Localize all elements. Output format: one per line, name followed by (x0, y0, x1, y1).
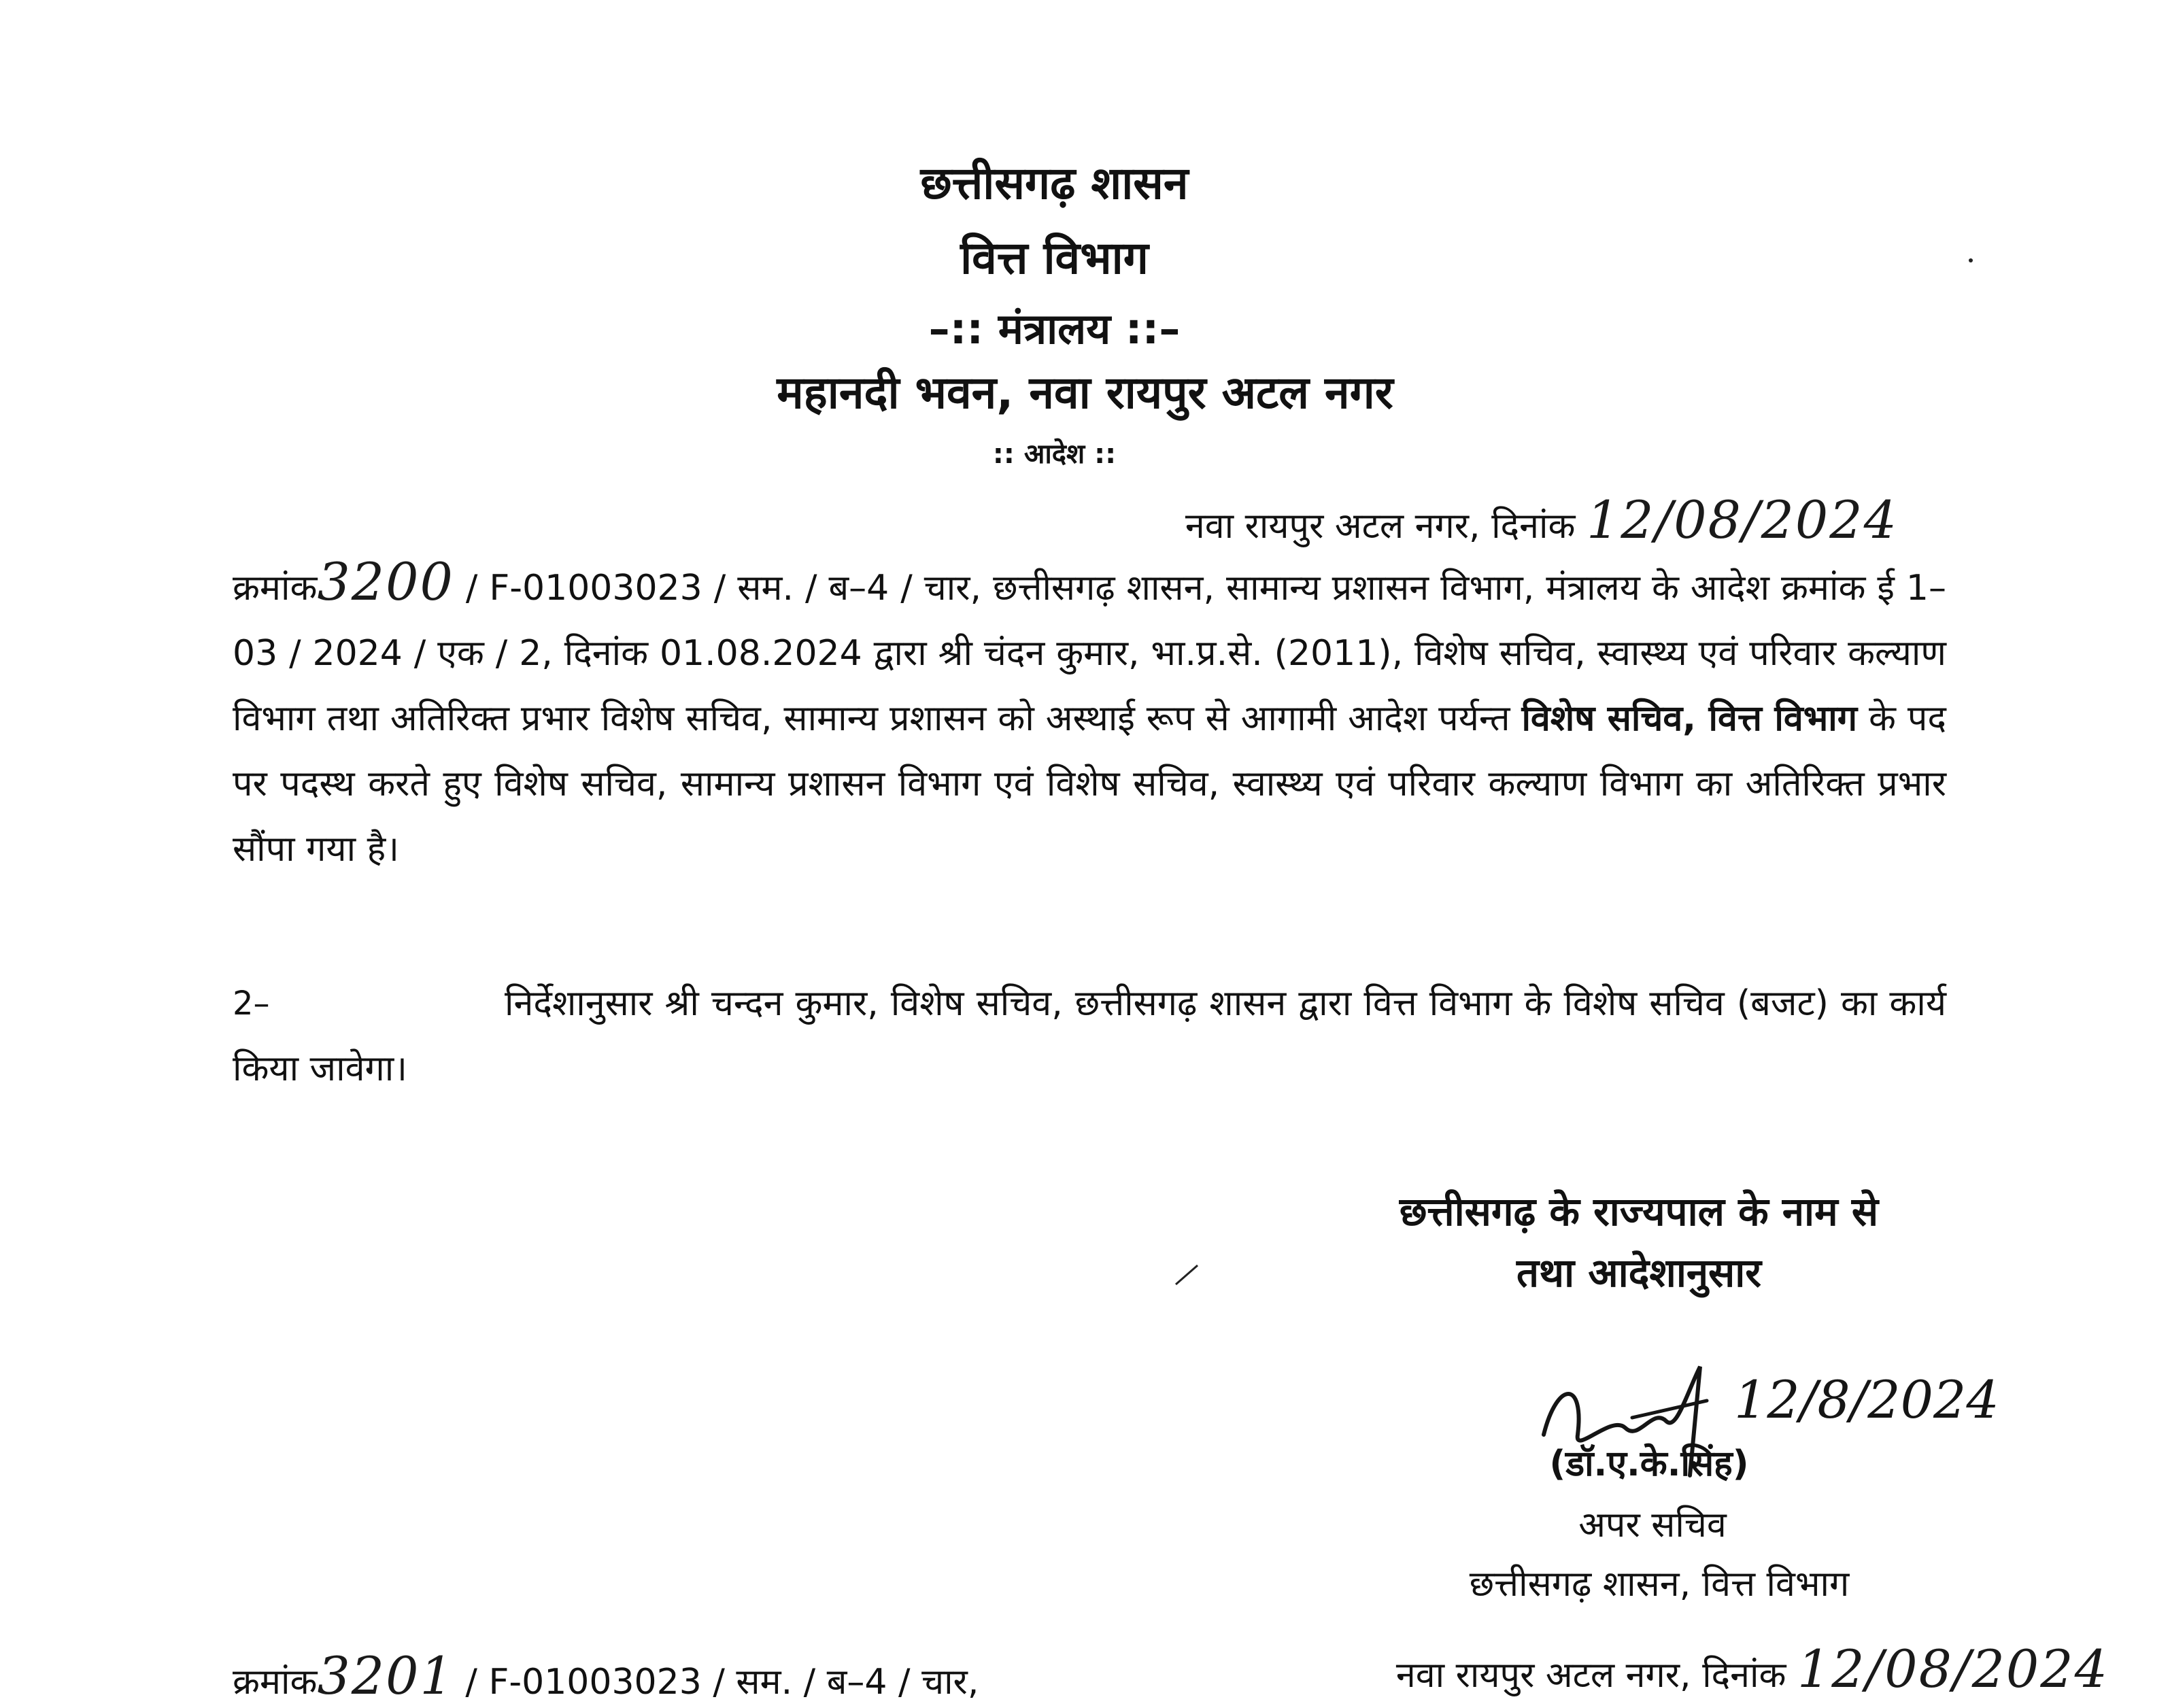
order-ref-prefix: क्रमांक (233, 568, 318, 609)
signer-name: (डॉ.ए.के.सिंह) (1549, 1444, 1749, 1484)
endorsement-date-prefix: नवा रायपुर अटल नगर, दिनांक (1395, 1655, 1786, 1696)
dateline-handwritten-date: 12/08/2024 (1586, 490, 1898, 550)
header-address: महानदी भवन, नवा रायपुर अटल नगर (777, 366, 1393, 419)
order-ref-number: 3200 (317, 551, 454, 612)
tick-mark-icon (1173, 1261, 1200, 1288)
order-paragraph-2 (233, 971, 1946, 1101)
para2-number: 2– (233, 985, 270, 1023)
signature-date: 12/8/2024 (1734, 1369, 1999, 1430)
endorsement-ref-suffix: / F-01003023 / सम. / ब–4 / चार, (465, 1662, 979, 1703)
signature-authority-line2: तथा आदेशानुसार (1516, 1250, 1761, 1296)
header-department: वित्त विभाग (960, 232, 1149, 284)
para1-bold-post: विशेष सचिव, वित्त विभाग (1521, 698, 1858, 739)
header-order-title: :: आदेश :: (992, 439, 1117, 470)
order-dateline (1185, 490, 1898, 550)
order-paragraph-1 (233, 549, 1946, 882)
signature-authority-line1: छत्तीसगढ़ के राज्यपाल के नाम से (1399, 1189, 1879, 1235)
header-ministry: –:: मंत्रालय ::– (928, 304, 1181, 354)
endorsement-ref-prefix: क्रमांक (233, 1662, 318, 1703)
endorsement-handwritten-date: 12/08/2024 (1797, 1639, 2109, 1699)
para1-text-part1: छत्तीसगढ़ शासन, सामान्य प्रशासन विभाग, मंत्रालय के आदेश क्रमांक ई 1–03 / 2024 / एक / 2, दिनांक 01.08.2024 द्वारा श्री चंदन कुमार, भा.प्र.से. (2011), विशेष सचिव, स्वास्थ्य एवं परिवार कल्याण विभाग तथा अतिरिक्त प्रभार विशेष सचिव, सामान्य प्रशासन को अस्थाई रूप से आगामी आदेश पर्यन्त (233, 568, 1947, 739)
endorsement-ref-number: 3201 (317, 1645, 454, 1706)
endorsement-reference (233, 1645, 979, 1706)
signer-department: छत्तीसगढ़ शासन, वित्त विभाग (1469, 1564, 1850, 1605)
para1-text-part2: के पद पर पदस्थ करते हुए विशेष सचिव, सामान्य प्रशासन विभाग एवं विशेष सचिव, स्वास्थ्य एवं परिवार कल्याण विभाग का अतिरिक्त प्रभार सौंपा गया है। (233, 698, 1947, 870)
para2-text: निर्देशानुसार श्री चन्दन कुमार, विशेष सचिव, छत्तीसगढ़ शासन द्वारा वित्त विभाग के विशेष सचिव (बजट) का कार्य किया जावेगा। (233, 983, 1946, 1089)
endorsement-dateline (1396, 1639, 2109, 1699)
dateline-prefix: नवा रायपुर अटल नगर, दिनांक (1185, 506, 1576, 547)
order-ref-suffix: / F-01003023 / सम. / ब–4 / चार, (465, 568, 982, 609)
header-government: छत्तीसगढ़ शासन (920, 157, 1189, 209)
signer-designation: अपर सचिव (1578, 1505, 1727, 1545)
stray-mark (1969, 258, 1973, 262)
